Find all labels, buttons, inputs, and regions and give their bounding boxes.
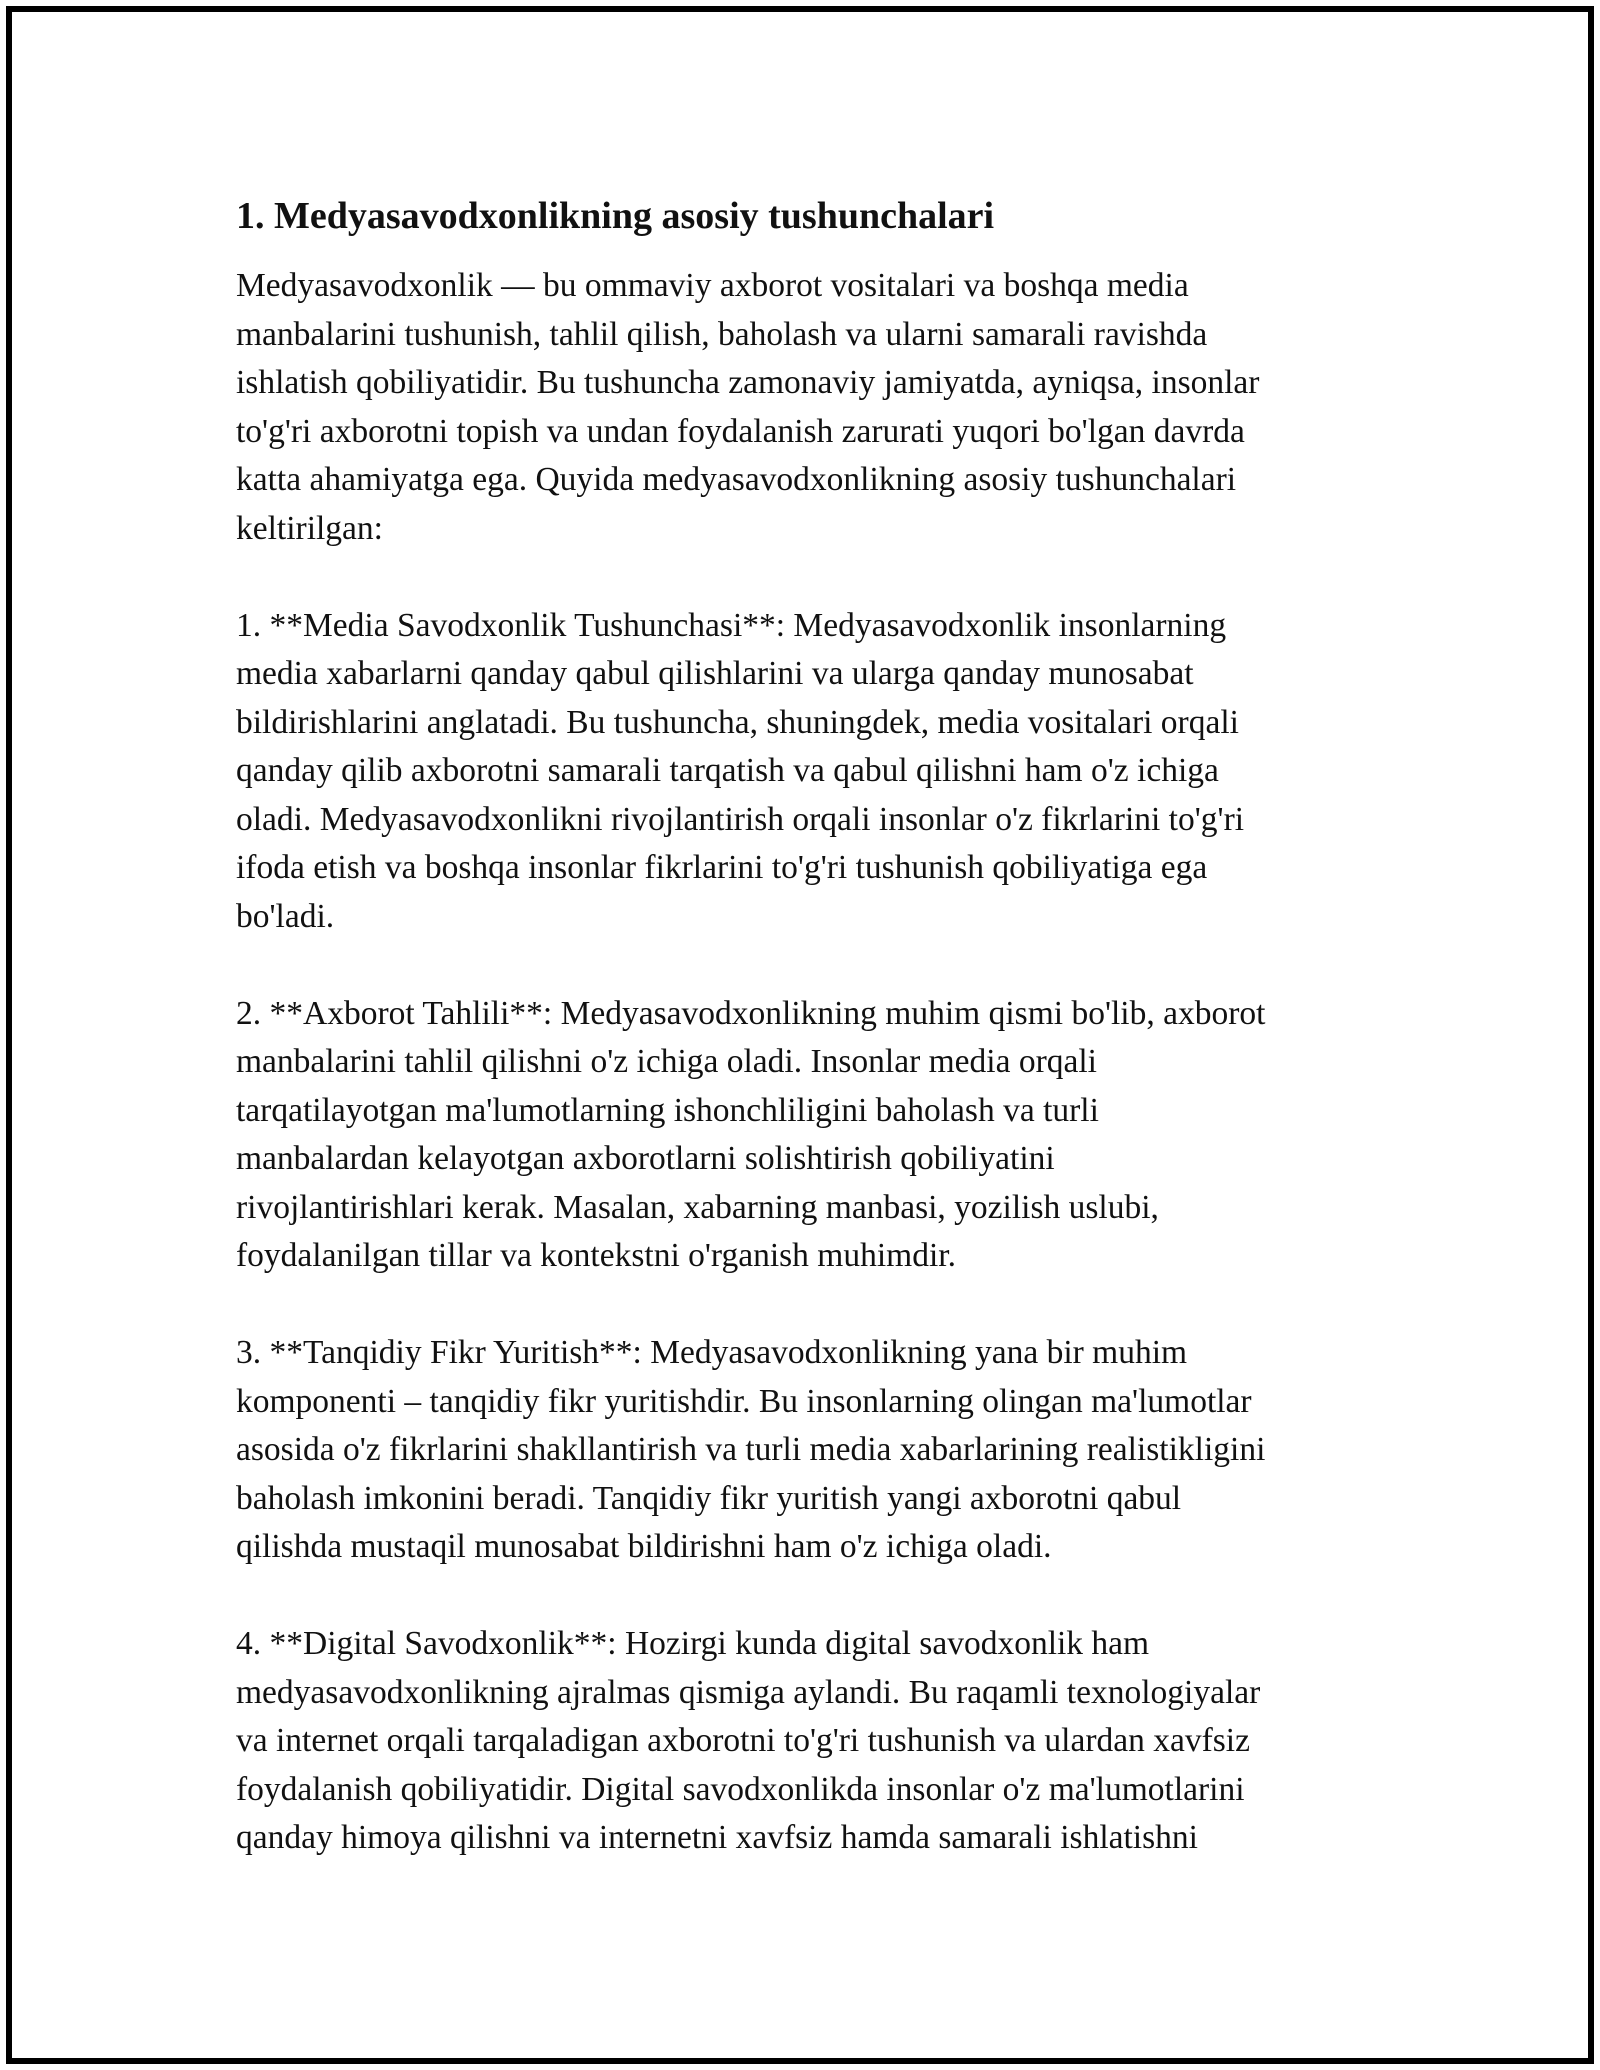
text-line: komponenti – tanqidiy fikr yuritishdir. Bu insonlarning olingan ma'lumotlar — [236, 1382, 1252, 1420]
text-line: 3. **Tanqidiy Fikr Yuritish**: Medyasavodxonlikning yana bir muhim — [236, 1334, 1188, 1371]
text-line: qanday himoya qilishni va internetni xavfsiz hamda samarali ishlatishni — [236, 1819, 1198, 1856]
text-line: asosida o'z fikrlarini shakllantirish va turli media xabarlarining realistikligini — [236, 1431, 1266, 1468]
list-item-paragraph — [236, 1620, 1376, 1863]
text-line: manbalarini tushunish, tahlil qilish, baholash va ularni samarali ravishda — [236, 315, 1208, 353]
text-line: foydalanish qobiliyatidir. Digital savodxonlikda insonlar o'z ma'lumotlarini — [236, 1770, 1245, 1808]
document-body — [236, 190, 1376, 1911]
list-item-paragraph — [236, 1329, 1376, 1572]
text-line: va internet orqali tarqaladigan axborotni to'g'ri tushunish va ulardan xavfsiz — [236, 1722, 1250, 1759]
list-item-paragraph — [236, 602, 1376, 942]
text-line: katta ahamiyatga ega. Quyida medyasavodxonlikning asosiy tushunchalari — [236, 461, 1237, 498]
text-line: ifoda etish va boshqa insonlar fikrlarini to'g'ri tushunish qobiliyatiga ega — [236, 849, 1208, 886]
text-line: media xabarlarni qanday qabul qilishlarini va ularga qanday munosabat — [236, 655, 1194, 692]
text-line: 1. **Media Savodxonlik Tushunchasi**: Medyasavodxonlik insonlarning — [236, 606, 1227, 644]
intro-paragraph — [236, 262, 1376, 553]
text-line: oladi. Medyasavodxonlikni rivojlantirish orqali insonlar o'z fikrlarini to'g'ri — [236, 800, 1245, 838]
section-heading: 1. Medyasavodxonlikning asosiy tushunchalari — [236, 195, 995, 237]
text-line: foydalanilgan tillar va kontekstni o'rganish muhimdir. — [236, 1237, 956, 1274]
list-item-paragraph — [236, 990, 1376, 1281]
text-line: manbalardan kelayotgan axborotlarni solishtirish qobiliyatini — [236, 1140, 1055, 1177]
text-line: rivojlantirishlari kerak. Masalan, xabarning manbasi, yozilish uslubi, — [236, 1188, 1159, 1226]
text-line: medyasavodxonlikning ajralmas qismiga aylandi. Bu raqamli texnologiyalar — [236, 1673, 1261, 1711]
text-line: to'g'ri axborotni topish va undan foydalanish zarurati yuqori bo'lgan davrda — [236, 412, 1245, 450]
text-line: bildirishlarini anglatadi. Bu tushuncha, shuningdek, media vositalari orqali — [236, 703, 1239, 741]
text-line: ishlatish qobiliyatidir. Bu tushuncha zamonaviy jamiyatda, ayniqsa, insonlar — [236, 364, 1260, 401]
text-line: Medyasavodxonlik — bu ommaviy axborot vositalari va boshqa media — [236, 267, 1189, 304]
text-line: qanday qilib axborotni samarali tarqatish va qabul qilishni ham o'z ichiga — [236, 752, 1219, 789]
text-line: qilishda mustaqil munosabat bildirishni ham o'z ichiga oladi. — [236, 1528, 1052, 1565]
text-line: bo'ladi. — [236, 897, 335, 935]
text-line: keltirilgan: — [236, 509, 383, 547]
text-line: manbalarini tahlil qilishni o'z ichiga oladi. Insonlar media orqali — [236, 1043, 1097, 1080]
text-line: 4. **Digital Savodxonlik**: Hozirgi kunda digital savodxonlik ham — [236, 1625, 1150, 1662]
text-line: baholash imkonini beradi. Tanqidiy fikr yuritish yangi axborotni qabul — [236, 1479, 1182, 1517]
text-line: tarqatilayotgan ma'lumotlarning ishonchliligini baholash va turli — [236, 1091, 1099, 1129]
text-line: 2. **Axborot Tahlili**: Medyasavodxonlikning muhim qismi bo'lib, axborot — [236, 994, 1266, 1032]
